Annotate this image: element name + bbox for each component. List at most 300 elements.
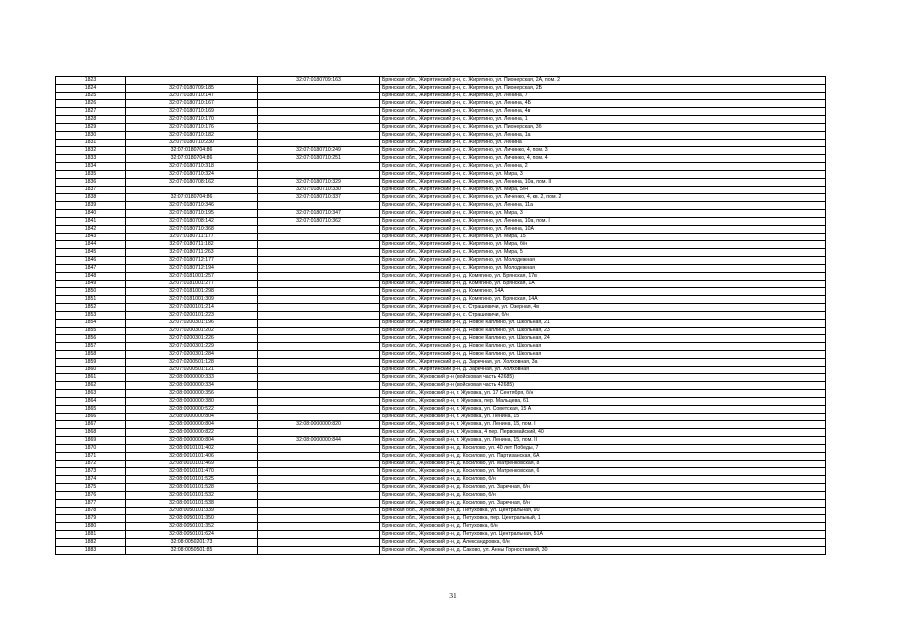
- page-number: 31: [449, 591, 457, 600]
- address-cell: Брянская обл., Жирятинский р-н, с. Жирятино, ул. Ленина, 10а, пом. II: [380, 178, 826, 186]
- building-number-cell: [258, 491, 380, 499]
- cadastral-number-cell: 32:08:0000000:804: [126, 421, 258, 429]
- row-number-cell: 1840: [56, 210, 126, 218]
- table-row: [56, 225, 826, 233]
- cadastral-number-cell: 32:07:0180710:346: [126, 202, 258, 210]
- building-number-cell: [258, 241, 380, 249]
- address-cell: Брянская обл., Жирятинский р-н, с. Страшевичи, ул. Озерная, 4в: [380, 304, 826, 312]
- cadastral-number-cell: 32:07:0181001:277: [126, 280, 258, 288]
- row-number-cell: 1882: [56, 538, 126, 546]
- address-cell: Брянская обл., Жирятинский р-н, с. Жирятино, ул. Мира, 5/Н: [380, 186, 826, 194]
- building-number-cell: [258, 413, 380, 421]
- address-cell: Брянская обл., Жуковский р-н, д. Косилово, ул. 40 лет Победы, 7: [380, 444, 826, 452]
- table-row: [56, 186, 826, 194]
- cadastral-table: [55, 76, 826, 555]
- row-number-cell: 1852: [56, 304, 126, 312]
- table-row: [56, 413, 826, 421]
- table-row: [56, 437, 826, 445]
- address-cell: Брянская обл., Жуковский р-н, д. Косилово, б/н: [380, 476, 826, 484]
- table-row: [56, 77, 826, 85]
- row-number-cell: 1859: [56, 358, 126, 366]
- address-cell: Брянская обл., Жирятинский р-н, д. Новое Каплино, ул. Школьная: [380, 350, 826, 358]
- table-row: [56, 538, 826, 546]
- table-row: [56, 452, 826, 460]
- building-number-cell: [258, 170, 380, 178]
- address-cell: Брянская обл., Жирятинский р-н, д. Заречная, ул. Холховная: [380, 366, 826, 374]
- table-row: [56, 350, 826, 358]
- building-number-cell: [258, 280, 380, 288]
- cadastral-number-cell: 32:07:0180704:86: [126, 194, 258, 202]
- row-number-cell: 1879: [56, 515, 126, 523]
- row-number-cell: 1826: [56, 100, 126, 108]
- table-row: [56, 491, 826, 499]
- cadastral-number-cell: 32:08:0000000:356: [126, 390, 258, 398]
- row-number-cell: 1857: [56, 343, 126, 351]
- building-number-cell: [258, 531, 380, 539]
- building-number-cell: [258, 507, 380, 515]
- address-cell: Брянская обл., Жирятинский р-н, с. Жирятино, ул. Личенко, 4, кв. 2, пом. 2: [380, 194, 826, 202]
- cadastral-number-cell: 32:07:0180710:176: [126, 123, 258, 131]
- cadastral-number-cell: 32:07:0180710:182: [126, 131, 258, 139]
- cadastral-number-cell: 32:08:0010101:528: [126, 484, 258, 492]
- table-row: [56, 217, 826, 225]
- address-cell: Брянская обл., Жирятинский р-н, с. Жирятино, ул. Ленина, 7: [380, 92, 826, 100]
- table-row: [56, 546, 826, 554]
- table-row: [56, 327, 826, 335]
- row-number-cell: 1838: [56, 194, 126, 202]
- row-number-cell: 1827: [56, 108, 126, 116]
- row-number-cell: 1836: [56, 178, 126, 186]
- table-row: [56, 311, 826, 319]
- document-sheet: [55, 76, 825, 555]
- cadastral-number-cell: 32:07:0180711:263: [126, 249, 258, 257]
- cadastral-number-cell: 32:07:0180708:142: [126, 217, 258, 225]
- table-row: [56, 335, 826, 343]
- building-number-cell: [258, 350, 380, 358]
- building-number-cell: 32:08:0000000:820: [258, 421, 380, 429]
- cadastral-number-cell: [126, 77, 258, 85]
- cadastral-number-cell: 32:07:0180710:195: [126, 210, 258, 218]
- cadastral-number-cell: 32:07:0180710:169: [126, 108, 258, 116]
- table-row: [56, 319, 826, 327]
- row-number-cell: 1877: [56, 499, 126, 507]
- row-number-cell: 1854: [56, 319, 126, 327]
- row-number-cell: 1878: [56, 507, 126, 515]
- table-row: [56, 257, 826, 265]
- building-number-cell: [258, 429, 380, 437]
- address-cell: Брянская обл., Жирятинский р-н, с. Жирятино, ул. Молодежная: [380, 257, 826, 265]
- cadastral-number-cell: 32:08:0050101:350: [126, 515, 258, 523]
- table-row: [56, 366, 826, 374]
- address-cell: Брянская обл., Жуковский р-н, д. Косилово, ул. Матренковская, 6: [380, 468, 826, 476]
- row-number-cell: 1875: [56, 484, 126, 492]
- row-number-cell: 1837: [56, 186, 126, 194]
- cadastral-number-cell: 32:07:0180710:167: [126, 100, 258, 108]
- row-number-cell: 1825: [56, 92, 126, 100]
- row-number-cell: 1856: [56, 335, 126, 343]
- address-cell: Брянская обл., Жирятинский р-н, с. Жирятино, ул. Ленина, 2: [380, 163, 826, 171]
- table-row: [56, 249, 826, 257]
- row-number-cell: 1881: [56, 531, 126, 539]
- building-number-cell: [258, 202, 380, 210]
- building-number-cell: [258, 92, 380, 100]
- address-cell: Брянская обл., Жирятинский р-н, д. Комягино, ул. Брянская, 1А: [380, 280, 826, 288]
- row-number-cell: 1833: [56, 155, 126, 163]
- cadastral-number-cell: 32:07:0200501:121: [126, 366, 258, 374]
- building-number-cell: [258, 405, 380, 413]
- cadastral-number-cell: 32:08:0000000:380: [126, 397, 258, 405]
- row-number-cell: 1863: [56, 390, 126, 398]
- cadastral-number-cell: [126, 186, 258, 194]
- cadastral-number-cell: 32:07:0180709:185: [126, 84, 258, 92]
- row-number-cell: 1861: [56, 374, 126, 382]
- table-row: [56, 515, 826, 523]
- cadastral-number-cell: 32:07:0200301:284: [126, 350, 258, 358]
- cadastral-number-cell: 32:07:0181001:298: [126, 288, 258, 296]
- table-row: [56, 264, 826, 272]
- building-number-cell: [258, 327, 380, 335]
- address-cell: Брянская обл., Жирятинский р-н, с. Жирятино, ул. Личинко, 4, пом. 4: [380, 155, 826, 163]
- cadastral-number-cell: 32:07:0180710:368: [126, 225, 258, 233]
- row-number-cell: 1864: [56, 397, 126, 405]
- building-number-cell: [258, 116, 380, 124]
- table-row: [56, 100, 826, 108]
- address-cell: Брянская обл., Жуковский р-н, д. Косилово, б/н: [380, 491, 826, 499]
- building-number-cell: [258, 335, 380, 343]
- row-number-cell: 1870: [56, 444, 126, 452]
- building-number-cell: [258, 460, 380, 468]
- address-cell: Брянская обл., Жирятинский р-н, с. Жирятино, ул. Мира, 5: [380, 249, 826, 257]
- building-number-cell: [258, 100, 380, 108]
- table-row: [56, 531, 826, 539]
- row-number-cell: 1883: [56, 546, 126, 554]
- building-number-cell: [258, 523, 380, 531]
- building-number-cell: [258, 257, 380, 265]
- cadastral-number-cell: 32:07:0180712:194: [126, 264, 258, 272]
- address-cell: Брянская обл., Жирятинский р-н, с. Жирятино, ул. Пионерская, 2Б: [380, 84, 826, 92]
- address-cell: Брянская обл., Жуковский р-н, д. Петуховка, пер. Центральный, 1: [380, 515, 826, 523]
- address-cell: Брянская обл., Жуковский р-н, д. Александровка, б/н: [380, 538, 826, 546]
- row-number-cell: 1830: [56, 131, 126, 139]
- cadastral-table-body: [56, 77, 826, 555]
- building-number-cell: [258, 468, 380, 476]
- address-cell: Брянская обл., Жирятинский р-н, с. Жирятино, ул. Молодежная: [380, 264, 826, 272]
- cadastral-number-cell: 32:08:0010101:470: [126, 468, 258, 476]
- table-row: [56, 405, 826, 413]
- cadastral-number-cell: 32:07:0200101:214: [126, 304, 258, 312]
- cadastral-number-cell: 32:08:0000000:804: [126, 413, 258, 421]
- cadastral-number-cell: 32:08:0010101:538: [126, 499, 258, 507]
- row-number-cell: 1865: [56, 405, 126, 413]
- row-number-cell: 1849: [56, 280, 126, 288]
- row-number-cell: 1847: [56, 264, 126, 272]
- building-number-cell: [258, 390, 380, 398]
- table-row: [56, 476, 826, 484]
- row-number-cell: 1858: [56, 350, 126, 358]
- cadastral-number-cell: 32:07:0180710:170: [126, 116, 258, 124]
- row-number-cell: 1853: [56, 311, 126, 319]
- table-row: [56, 382, 826, 390]
- building-number-cell: [258, 131, 380, 139]
- cadastral-number-cell: 32:08:0010101:532: [126, 491, 258, 499]
- building-number-cell: [258, 233, 380, 241]
- address-cell: Брянская обл., Жирятинский р-н, с. Жирятино, ул. Мира, 3: [380, 210, 826, 218]
- building-number-cell: [258, 358, 380, 366]
- row-number-cell: 1831: [56, 139, 126, 147]
- table-row: [56, 296, 826, 304]
- row-number-cell: 1860: [56, 366, 126, 374]
- building-number-cell: [258, 123, 380, 131]
- address-cell: Брянская обл., Жуковский р-н (войсковая часть 42685): [380, 382, 826, 390]
- table-row: [56, 147, 826, 155]
- row-number-cell: 1845: [56, 249, 126, 257]
- building-number-cell: [258, 319, 380, 327]
- cadastral-number-cell: 32:08:0000000:522: [126, 405, 258, 413]
- cadastral-number-cell: 32:07:0180704:86: [126, 155, 258, 163]
- row-number-cell: 1868: [56, 429, 126, 437]
- building-number-cell: 32:08:0000000:844: [258, 437, 380, 445]
- table-row: [56, 84, 826, 92]
- table-row: [56, 390, 826, 398]
- address-cell: Брянская обл., Жирятинский р-н, с. Жирятино, ул. Ленина, 1а: [380, 131, 826, 139]
- row-number-cell: 1862: [56, 382, 126, 390]
- cadastral-number-cell: 32:07:0181001:257: [126, 272, 258, 280]
- building-number-cell: [258, 484, 380, 492]
- address-cell: Брянская обл., Жирятинский р-н, с. Жирятино, ул. Мира, 15: [380, 233, 826, 241]
- table-row: [56, 499, 826, 507]
- cadastral-number-cell: 32:08:0050501:85: [126, 546, 258, 554]
- table-row: [56, 194, 826, 202]
- building-number-cell: [258, 311, 380, 319]
- building-number-cell: [258, 476, 380, 484]
- row-number-cell: 1842: [56, 225, 126, 233]
- building-number-cell: 32:07:0180710:251: [258, 155, 380, 163]
- row-number-cell: 1828: [56, 116, 126, 124]
- cadastral-number-cell: 32:07:0180711:182: [126, 241, 258, 249]
- table-row: [56, 170, 826, 178]
- table-row: [56, 397, 826, 405]
- building-number-cell: 32:07:0180709:163: [258, 77, 380, 85]
- row-number-cell: 1876: [56, 491, 126, 499]
- table-row: [56, 304, 826, 312]
- row-number-cell: 1844: [56, 241, 126, 249]
- address-cell: Брянская обл., Жирятинский р-н, с. Жирятино, ул. Ленина, 10а, пом. I: [380, 217, 826, 225]
- table-row: [56, 202, 826, 210]
- table-row: [56, 178, 826, 186]
- address-cell: Брянская обл., Жирятинский р-н, с. Жирятино, ул. Ленина, 4в: [380, 108, 826, 116]
- building-number-cell: [258, 397, 380, 405]
- cadastral-number-cell: 32:07:0180710:324: [126, 170, 258, 178]
- address-cell: Брянская обл., Жуковский р-н, д. Саково, ул. Анны Горностаевой, 30: [380, 546, 826, 554]
- table-row: [56, 272, 826, 280]
- cadastral-number-cell: 32:07:0180712:177: [126, 257, 258, 265]
- address-cell: Брянская обл., Жирятинский р-н, д. Новое Каплино, ул. Школьная, 23: [380, 327, 826, 335]
- cadastral-number-cell: 32:07:0180710:147: [126, 92, 258, 100]
- building-number-cell: [258, 225, 380, 233]
- address-cell: Брянская обл., Жуковский р-н, г. Жуковка, ул. Ленина, 15, пом. II: [380, 437, 826, 445]
- building-number-cell: [258, 296, 380, 304]
- table-row: [56, 139, 826, 147]
- row-number-cell: 1873: [56, 468, 126, 476]
- row-number-cell: 1839: [56, 202, 126, 210]
- cadastral-number-cell: 32:08:0000000:804: [126, 437, 258, 445]
- cadastral-number-cell: 32:08:0000000:334: [126, 382, 258, 390]
- table-row: [56, 421, 826, 429]
- address-cell: Брянская обл., Жирятинский р-н, д. Новое Каплино, ул. Школьная: [380, 343, 826, 351]
- address-cell: Брянская обл., Жирятинский р-н, с. Жирятино, ул. Пионерская, 2А, пом. 2: [380, 77, 826, 85]
- address-cell: Брянская обл., Жирятинский р-н, с. Жирятино, ул. Ленина, 11а: [380, 202, 826, 210]
- table-row: [56, 374, 826, 382]
- row-number-cell: 1824: [56, 84, 126, 92]
- building-number-cell: [258, 288, 380, 296]
- row-number-cell: 1823: [56, 77, 126, 85]
- address-cell: Брянская обл., Жирятинский р-н, д. Заречная, ул. Холховная, 3а: [380, 358, 826, 366]
- row-number-cell: 1866: [56, 413, 126, 421]
- address-cell: Брянская обл., Жирятинский р-н, д. Комягино, ул. Брянская, 14А: [380, 296, 826, 304]
- row-number-cell: 1850: [56, 288, 126, 296]
- cadastral-number-cell: 32:08:0010101:469: [126, 460, 258, 468]
- cadastral-number-cell: 32:07:0180708:162: [126, 178, 258, 186]
- cadastral-number-cell: 32:08:0050101:352: [126, 523, 258, 531]
- building-number-cell: [258, 139, 380, 147]
- cadastral-number-cell: 32:08:0010101:525: [126, 476, 258, 484]
- address-cell: Брянская обл., Жирятинский р-н, с. Жирятино, ул. Ленина: [380, 139, 826, 147]
- address-cell: Брянская обл., Жуковский р-н, г. Жуковка, ул. Советская, 15 А: [380, 405, 826, 413]
- row-number-cell: 1869: [56, 437, 126, 445]
- address-cell: Брянская обл., Жирятинский р-н, д. Новое Каплино, ул. Школьная, 21: [380, 319, 826, 327]
- table-row: [56, 108, 826, 116]
- building-number-cell: 32:07:0180710:249: [258, 147, 380, 155]
- cadastral-number-cell: 32:07:0200101:223: [126, 311, 258, 319]
- building-number-cell: [258, 304, 380, 312]
- table-row: [56, 123, 826, 131]
- cadastral-number-cell: 32:07:0200301:196: [126, 319, 258, 327]
- cadastral-number-cell: 32:08:0010101:406: [126, 452, 258, 460]
- address-cell: Брянская обл., Жуковский р-н, г. Жуковка, ул. 17 Сентября, б/н: [380, 390, 826, 398]
- building-number-cell: [258, 249, 380, 257]
- cadastral-number-cell: 32:07:0200301:226: [126, 335, 258, 343]
- building-number-cell: [258, 272, 380, 280]
- address-cell: Брянская обл., Жирятинский р-н, с. Жирятино, ул. Личинко, 4, пом. 3: [380, 147, 826, 155]
- address-cell: Брянская обл., Жуковский р-н, д. Косилово, ул. Матренковская, 8: [380, 460, 826, 468]
- cadastral-number-cell: 32:08:0050101:339: [126, 507, 258, 515]
- address-cell: Брянская обл., Жуковский р-н, д. Петуховка, б/н: [380, 523, 826, 531]
- building-number-cell: [258, 343, 380, 351]
- address-cell: Брянская обл., Жуковский р-н, г. Жуковка, пер. Мальцева, 61: [380, 397, 826, 405]
- table-row: [56, 523, 826, 531]
- address-cell: Брянская обл., Жуковский р-н (войсковая часть 42685): [380, 374, 826, 382]
- address-cell: Брянская обл., Жуковский р-н, г. Жуковка, ул. Ленина, 15, пом. I: [380, 421, 826, 429]
- address-cell: Брянская обл., Жирятинский р-н, с. Страшевичи, б/н: [380, 311, 826, 319]
- table-row: [56, 444, 826, 452]
- row-number-cell: 1832: [56, 147, 126, 155]
- table-row: [56, 210, 826, 218]
- building-number-cell: 32:07:0180710:329: [258, 178, 380, 186]
- table-row: [56, 484, 826, 492]
- table-row: [56, 131, 826, 139]
- building-number-cell: [258, 382, 380, 390]
- address-cell: Брянская обл., Жуковский р-н, г. Жуковка, 4 пер. Первомайский, 40: [380, 429, 826, 437]
- table-row: [56, 429, 826, 437]
- building-number-cell: [258, 538, 380, 546]
- row-number-cell: 1835: [56, 170, 126, 178]
- table-row: [56, 92, 826, 100]
- table-row: [56, 343, 826, 351]
- cadastral-number-cell: 32:08:0050101:624: [126, 531, 258, 539]
- address-cell: Брянская обл., Жуковский р-н, д. Косилово, ул. Заречная, б/н: [380, 499, 826, 507]
- table-row: [56, 241, 826, 249]
- cadastral-number-cell: 32:07:0200301:202: [126, 327, 258, 335]
- table-row: [56, 288, 826, 296]
- cadastral-number-cell: 32:07:0180710:230: [126, 139, 258, 147]
- cadastral-number-cell: 32:08:0010101:402: [126, 444, 258, 452]
- row-number-cell: 1871: [56, 452, 126, 460]
- address-cell: Брянская обл., Жуковский р-н, г. Жуковка, ул. Ленина, 15: [380, 413, 826, 421]
- table-row: [56, 116, 826, 124]
- row-number-cell: 1841: [56, 217, 126, 225]
- row-number-cell: 1834: [56, 163, 126, 171]
- row-number-cell: 1846: [56, 257, 126, 265]
- building-number-cell: [258, 366, 380, 374]
- row-number-cell: 1874: [56, 476, 126, 484]
- address-cell: Брянская обл., Жирятинский р-н, с. Жирятино, ул. Пионерская, 3б: [380, 123, 826, 131]
- address-cell: Брянская обл., Жирятинский р-н, д. Комягино, ул. Брянская, 17в: [380, 272, 826, 280]
- row-number-cell: 1880: [56, 523, 126, 531]
- cadastral-number-cell: 32:07:0180704:86: [126, 147, 258, 155]
- row-number-cell: 1848: [56, 272, 126, 280]
- table-row: [56, 468, 826, 476]
- table-row: [56, 280, 826, 288]
- address-cell: Брянская обл., Жирятинский р-н, с. Жирятино, ул. Ленина, 1: [380, 116, 826, 124]
- building-number-cell: [258, 515, 380, 523]
- building-number-cell: [258, 452, 380, 460]
- row-number-cell: 1829: [56, 123, 126, 131]
- row-number-cell: 1855: [56, 327, 126, 335]
- building-number-cell: [258, 374, 380, 382]
- building-number-cell: 32:07:0180710:347: [258, 210, 380, 218]
- address-cell: Брянская обл., Жуковский р-н, д. Петуховка, ул. Центральная, 90: [380, 507, 826, 515]
- address-cell: Брянская обл., Жуковский р-н, д. Петуховка, ул. Центральная, 51А: [380, 531, 826, 539]
- building-number-cell: [258, 264, 380, 272]
- row-number-cell: 1851: [56, 296, 126, 304]
- cadastral-number-cell: 32:07:0180710:318: [126, 163, 258, 171]
- building-number-cell: [258, 444, 380, 452]
- row-number-cell: 1843: [56, 233, 126, 241]
- table-row: [56, 155, 826, 163]
- building-number-cell: [258, 163, 380, 171]
- table-row: [56, 507, 826, 515]
- address-cell: Брянская обл., Жуковский р-н, д. Косилово, ул. Заречная, б/н: [380, 484, 826, 492]
- address-cell: Брянская обл., Жирятинский р-н, с. Жирятино, ул. Ленина, 10А: [380, 225, 826, 233]
- cadastral-number-cell: 32:07:0200501:128: [126, 358, 258, 366]
- row-number-cell: 1867: [56, 421, 126, 429]
- address-cell: Брянская обл., Жирятинский р-н, с. Жирятино, ул. Мира, 3: [380, 170, 826, 178]
- cadastral-number-cell: 32:08:0050201:73: [126, 538, 258, 546]
- table-row: [56, 233, 826, 241]
- table-row: [56, 163, 826, 171]
- cadastral-number-cell: 32:08:0000000:333: [126, 374, 258, 382]
- address-cell: Брянская обл., Жирятинский р-н, с. Жирятино, ул. Ленина, 4Б: [380, 100, 826, 108]
- building-number-cell: [258, 84, 380, 92]
- cadastral-number-cell: 32:07:0181001:309: [126, 296, 258, 304]
- cadastral-number-cell: 32:07:0200301:229: [126, 343, 258, 351]
- table-row: [56, 358, 826, 366]
- table-row: [56, 460, 826, 468]
- address-cell: Брянская обл., Жирятинский р-н, д. Новое Каплино, ул. Школьная, 24: [380, 335, 826, 343]
- row-number-cell: 1872: [56, 460, 126, 468]
- building-number-cell: [258, 546, 380, 554]
- building-number-cell: 32:07:0180710:362: [258, 217, 380, 225]
